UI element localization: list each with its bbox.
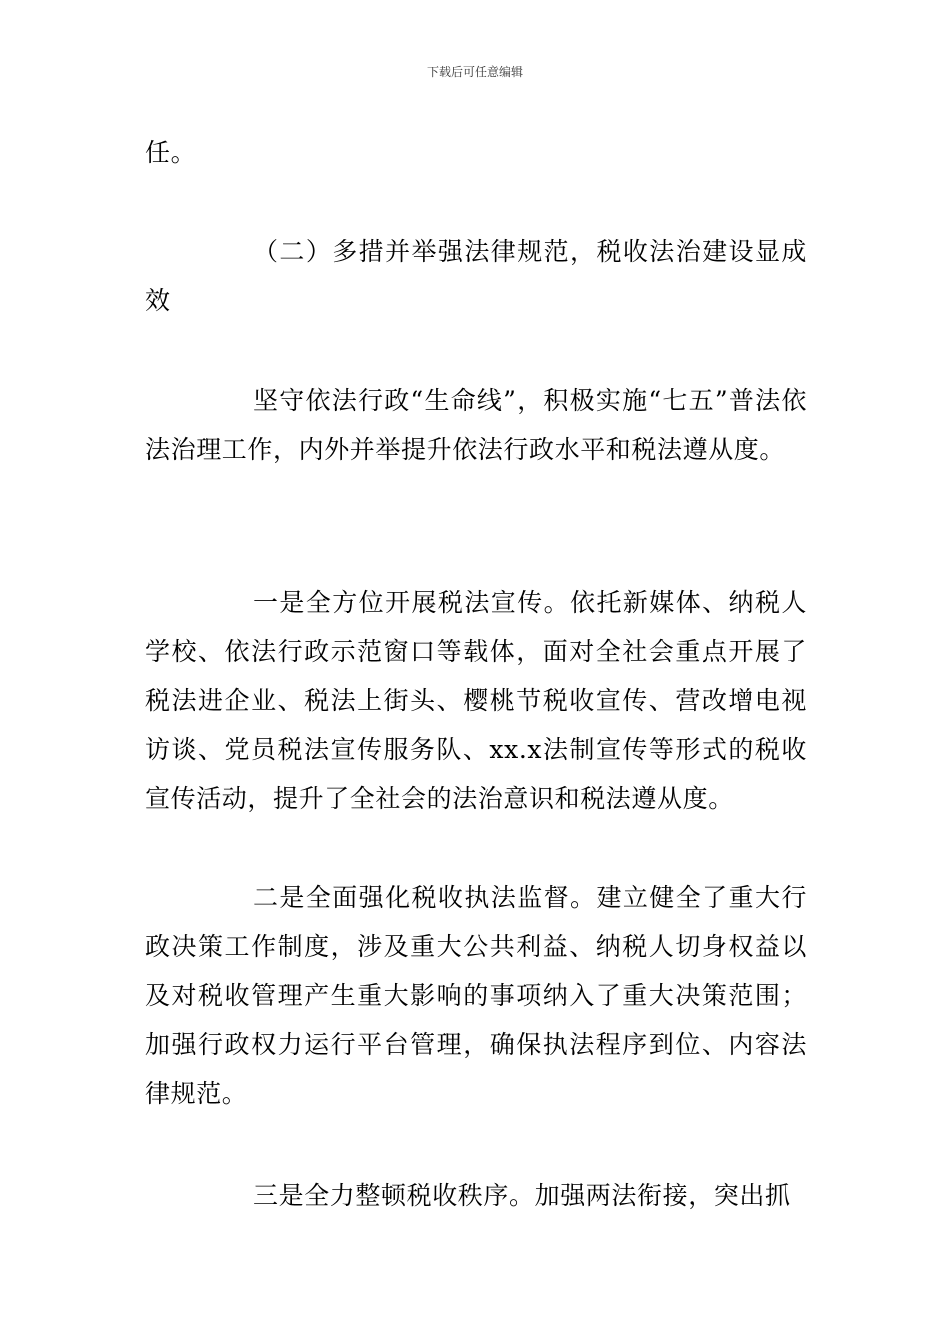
paragraph-point-two: 二是全面强化税收执法监督。建立健全了重大行政决策工作制度，涉及重大公共利益、纳税人切身权益以及对税收管理产生重大影响的事项纳入了重大决策范围；加强行政权力运行平台管理，确保执法程序到位、内容法律规范。 — [145, 883, 807, 1108]
paragraph-point-three: 三是全力整顿税收秩序。加强两法衔接，突出抓 — [253, 1181, 791, 1210]
page-header: 下载后可任意编辑 — [426, 65, 523, 79]
section-heading: （二）多措并举强法律规范，税收法治建设显成效 — [145, 237, 807, 315]
paragraph-continuation: 任。 — [145, 138, 197, 167]
paragraph-point-one: 一是全方位开展税法宣传。依托新媒体、纳税人学校、依法行政示范窗口等载体，面对全社会重点开展了税法进企业、税法上街头、樱桃节税收宣传、营改增电视访谈、党员税法宣传服务队、xx.x法制宣传等形式的税收宣传活动，提升了全社会的法治意识和税法遵从度。 — [145, 588, 807, 813]
paragraph-intro: 坚守依法行政“生命线”，积极实施“七五”普法依法治理工作，内外并举提升依法行政水平和税法遵从度。 — [145, 386, 807, 464]
